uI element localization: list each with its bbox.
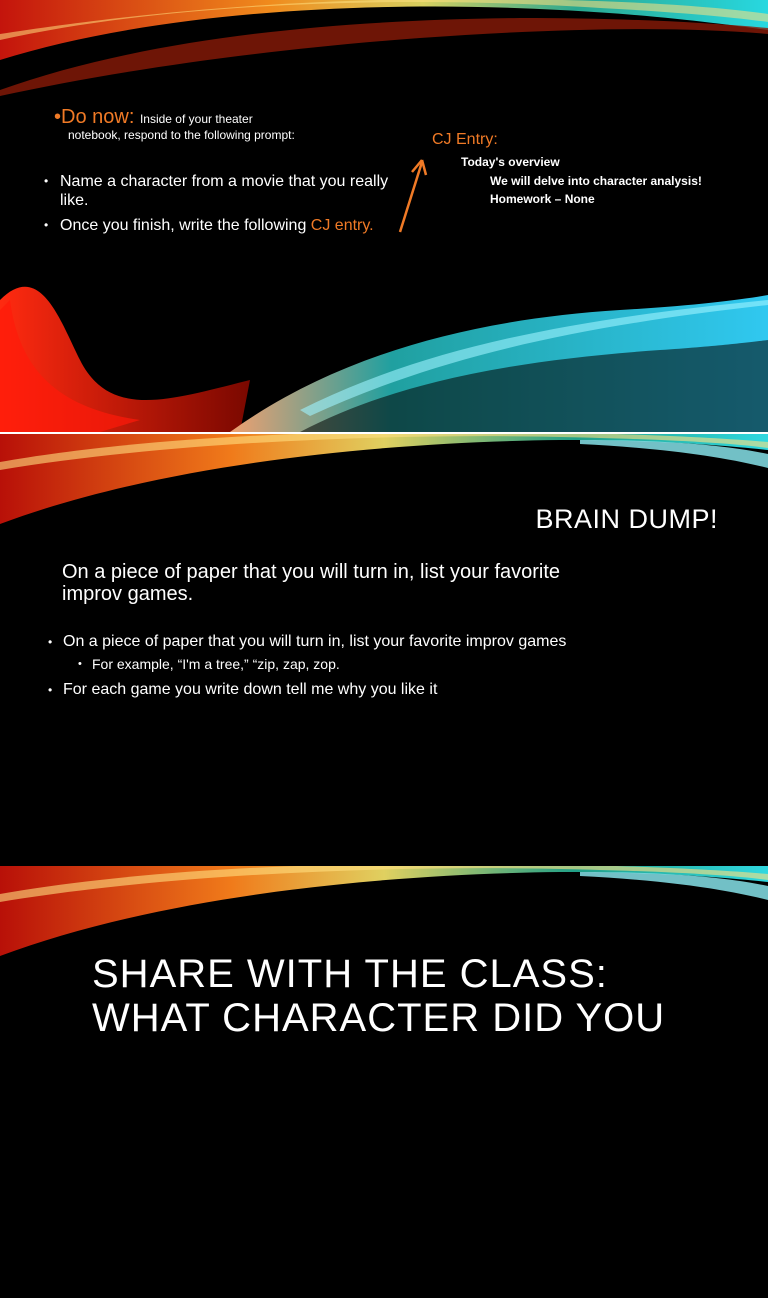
- do-now-list: [44, 172, 394, 241]
- do-now-prompt-continued: notebook, respond to the following prompt:: [68, 128, 295, 142]
- slide-body: On a piece of paper that you will turn in, list your favorite improv games.: [62, 561, 561, 605]
- slide-2: [0, 434, 768, 866]
- sub-list-item-text: For example, “I'm a tree,” “zip, zap, zop.: [92, 656, 340, 672]
- cj-entry-highlight: CJ entry.: [310, 217, 374, 234]
- list-item: [48, 680, 728, 700]
- cj-overview-line: Today's overview: [461, 155, 560, 169]
- list-item: [44, 172, 394, 210]
- slide-title: SHARE WITH THE CLASS: WHAT CHARACTER DID YOU: [92, 952, 666, 1040]
- bullet: •: [44, 174, 49, 188]
- list-item: [44, 216, 394, 235]
- cj-analysis-line: We will delve into character analysis!: [490, 174, 702, 188]
- do-now-heading: [54, 106, 253, 130]
- slide-3: [0, 866, 768, 1298]
- list-item-text: For each game you write down tell me why you like it: [63, 681, 438, 698]
- ribbon-decoration: [0, 866, 768, 1298]
- list-item-text: Once you finish, write the following: [60, 217, 307, 234]
- do-now-prompt: Inside of your theater: [139, 112, 253, 126]
- cj-entry-title: CJ Entry:: [432, 131, 498, 148]
- bullet: •: [44, 218, 49, 232]
- cj-homework-line: Homework – None: [490, 192, 595, 206]
- sub-list-item: [48, 654, 728, 674]
- bullet: •: [54, 106, 62, 128]
- arrow-icon: [392, 150, 432, 240]
- slide-1: [0, 0, 768, 432]
- do-now-label: Do now:: [61, 106, 135, 128]
- improv-list: [48, 632, 728, 706]
- bullet: •: [78, 658, 82, 670]
- bullet: •: [48, 683, 53, 697]
- list-item-text: Name a character from a movie that you really like.: [60, 173, 389, 209]
- slide-title: BRAIN DUMP!: [535, 504, 718, 534]
- list-item: [48, 632, 728, 652]
- list-item-text: On a piece of paper that you will turn in, list your favorite improv games: [63, 633, 567, 650]
- bullet: •: [48, 635, 53, 649]
